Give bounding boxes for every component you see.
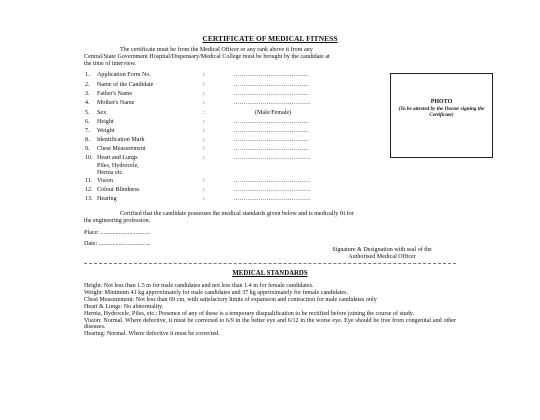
field-blank[interactable]: ........................................	[234, 187, 311, 193]
standard-item: Vision: Normal. Where defective, it must be corrected to 6/9 in the better eye and 6/12 in the worse eye. Eye should be free from congenital and other diseases.	[84, 317, 456, 331]
medical-standards-title: MEDICAL STANDARDS	[232, 270, 308, 277]
field-label: Height	[97, 119, 114, 125]
standard-item: Heart & Lungs: No abnormality.	[84, 303, 164, 310]
field-colon: :	[203, 155, 205, 161]
photo-title: PHOTO	[430, 99, 453, 105]
field-label: Weight	[97, 128, 115, 134]
field-number: 3.	[85, 91, 90, 97]
standard-item: Chest Measurement: Not less than 69 cm, with satisfactory limits of expansion and contraction for male candidates only	[84, 296, 377, 303]
certification-line: Certified that the candidate possesses the medical standards given below and is medically fit for	[120, 211, 354, 217]
section-divider	[84, 263, 456, 264]
field-number: 5.	[85, 110, 90, 116]
field-label: Vision	[97, 178, 113, 184]
field-label: Father's Name	[97, 91, 133, 97]
signature-line: Authorised Medical Officer	[348, 254, 416, 260]
intro-paragraph	[84, 47, 456, 68]
standard-item: Hearing: Normal. Where defective it must be corrected.	[84, 331, 220, 338]
field-colon: :	[203, 82, 205, 88]
field-blank[interactable]: .......................................	[234, 91, 310, 97]
field-blank[interactable]: .......................................	[234, 146, 310, 152]
field-label: Name of the Candidate	[97, 82, 154, 88]
certification-line: the engineering profession.	[84, 218, 151, 224]
field-number: 11.	[85, 178, 93, 184]
field-number: 8.	[85, 137, 90, 143]
field-number: 9.	[85, 146, 90, 152]
field-colon: :	[203, 146, 205, 152]
field-blank[interactable]: ........................................	[234, 196, 311, 202]
certification-statement	[84, 211, 456, 225]
date-field[interactable]: Date: ..................................	[84, 241, 151, 247]
signature-line: Signature & Designation with seal of the	[332, 247, 432, 253]
field-label: Identification Mark	[97, 137, 145, 143]
field-colon: :	[203, 91, 205, 97]
field-colon: :	[203, 119, 205, 125]
field-number: 10.	[85, 155, 93, 161]
certificate-title: CERTIFICATE OF MEDICAL FITNESS	[202, 34, 338, 43]
field-blank[interactable]: .......................................	[234, 137, 310, 143]
field-number: 6.	[85, 119, 90, 125]
medical-standards-list	[84, 283, 456, 338]
field-blank[interactable]: .......................................	[234, 128, 310, 134]
field-number: 7.	[85, 128, 90, 134]
field-colon: :	[203, 72, 205, 78]
field-blank[interactable]: ........................................	[234, 100, 311, 106]
field-label-continued: Hernia etc.	[97, 170, 124, 176]
field-label: Mother's Name	[97, 100, 135, 106]
field-label: Hearing	[97, 196, 117, 202]
standard-item: Hernia, Hydrocele, Piles, etc.: Presence of any of these is a temporary disqualification to be rectified before joining the course of study.	[84, 310, 414, 317]
field-number: 12.	[85, 187, 93, 193]
field-colon: :	[203, 100, 205, 106]
field-label-continued: Piles, Hydrocele,	[97, 163, 139, 169]
field-blank[interactable]: .......................................	[234, 72, 310, 78]
field-label: Sex	[97, 110, 107, 116]
field-label: Chest Measurement	[97, 146, 146, 152]
field-number: 13.	[85, 196, 93, 202]
intro-line: The certificate must be from the Medical Officer or any rank above it from any	[120, 47, 313, 53]
field-colon: :	[203, 178, 205, 184]
field-number: 4.	[85, 100, 90, 106]
place-field[interactable]: Place: .................................	[84, 230, 151, 236]
field-blank[interactable]: .......................................	[234, 119, 310, 125]
signature-block	[302, 247, 462, 261]
field-colon: :	[203, 110, 205, 116]
field-colon: :	[203, 187, 205, 193]
field-blank[interactable]: ........................................	[234, 155, 311, 161]
field-number: 1.	[85, 72, 90, 78]
field-label: Colour Blindness	[97, 187, 140, 193]
field-colon: :	[203, 128, 205, 134]
field-number: 2.	[85, 82, 90, 88]
field-label: Application Form No.	[97, 72, 151, 78]
field-label: Heart and Lungs	[97, 155, 138, 161]
field-blank[interactable]: .......................................	[234, 82, 310, 88]
standard-item: Height: Not less than 1.5 m for male candidates and not less than 1.4 m for female candidates.	[84, 283, 314, 289]
standard-item: Weight: Minimum 41 kg approximately for male candidates and 37 kg approximately for female candidates.	[84, 289, 349, 296]
field-colon: :	[203, 196, 205, 202]
intro-line: the time of interview.	[84, 61, 137, 67]
field-blank[interactable]: ........................................	[234, 178, 311, 184]
field-colon: :	[203, 137, 205, 143]
photo-attestation-note: (To be attested by the Doctor signing the Certificate)	[398, 106, 485, 119]
sex-options[interactable]: (Male/Female)	[255, 110, 292, 116]
photo-box[interactable]	[390, 73, 493, 158]
intro-line: Central/State Government Hospital/Dispensary/Medical College must be brought by the candidate at	[84, 54, 330, 60]
